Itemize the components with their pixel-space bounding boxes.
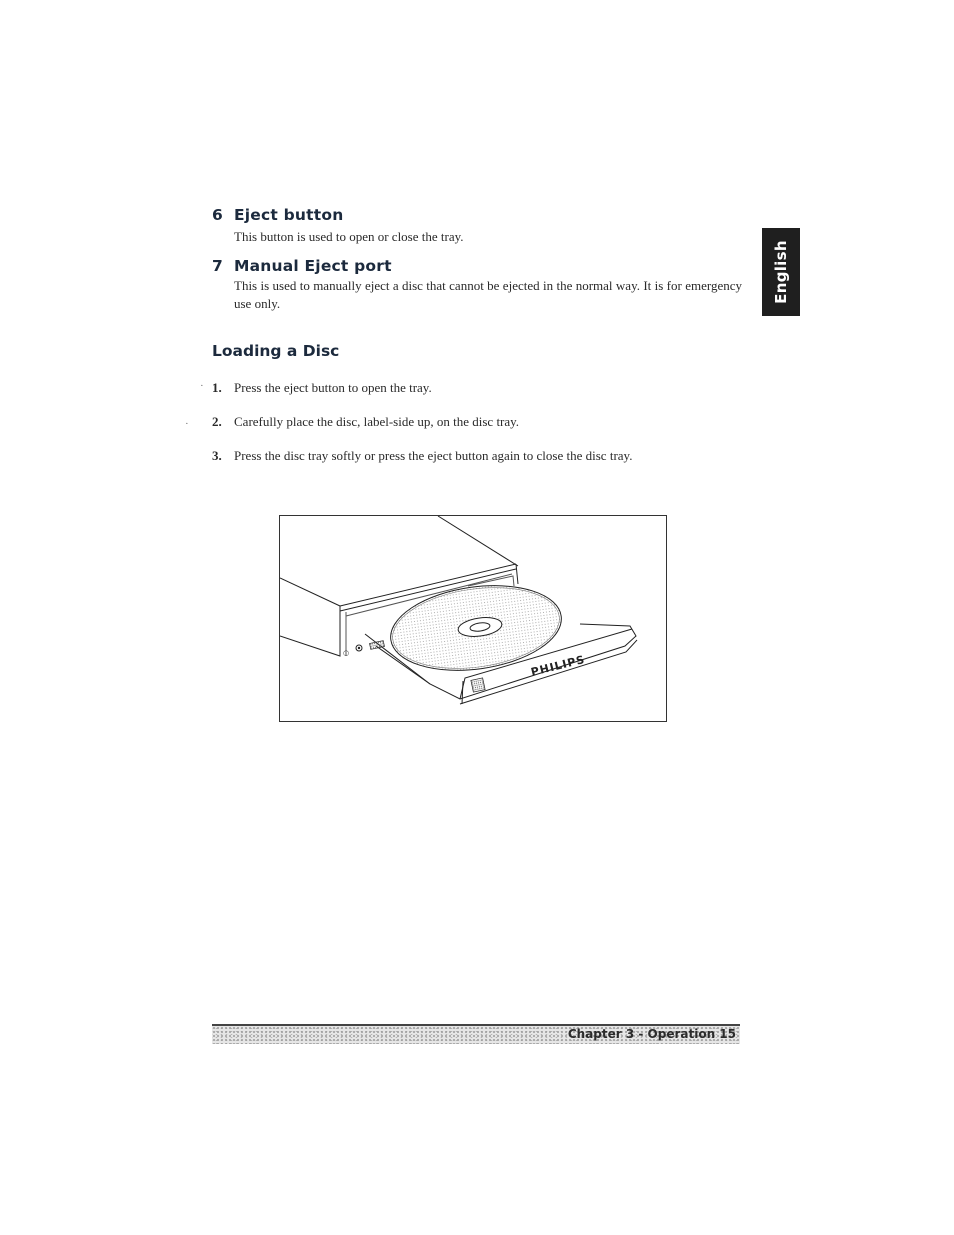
brand-label: PHILIPS xyxy=(529,652,587,679)
section-manual-eject-port xyxy=(212,257,742,313)
language-tab-label: English xyxy=(772,240,790,304)
page-footer xyxy=(212,1024,740,1044)
step-number: 2. xyxy=(212,414,222,429)
footer-chapter-label: Chapter 3 - Operation 15 xyxy=(567,1027,736,1041)
disc-tray-illustration xyxy=(279,515,667,722)
section-heading xyxy=(212,257,742,275)
section-body: This is used to manually eject a disc that cannot be ejected in the normal way. It is for emergency use only. xyxy=(234,278,742,311)
step-text: Press the eject button to open the tray. xyxy=(234,380,432,395)
margin-mark: · xyxy=(200,380,204,392)
section-number: 7 xyxy=(212,257,223,275)
front-controls xyxy=(343,641,384,657)
section-title: Manual Eject port xyxy=(234,257,392,275)
svg-text:○: ○ xyxy=(343,649,350,657)
step-number: 3. xyxy=(212,448,222,463)
step-text: Press the disc tray softly or press the eject button again to close the disc tray. xyxy=(234,448,633,463)
loading-disc-heading: Loading a Disc xyxy=(212,342,340,360)
step-item xyxy=(212,448,742,464)
margin-mark: · xyxy=(185,418,189,430)
step-item xyxy=(212,414,742,430)
step-text: Carefully place the disc, label-side up, on the disc tray. xyxy=(234,414,520,429)
section-heading xyxy=(212,206,742,224)
language-tab xyxy=(762,228,800,316)
section-body: This button is used to open or close the tray. xyxy=(234,229,464,244)
step-item xyxy=(212,380,742,396)
step-number: 1. xyxy=(212,380,222,395)
section-eject-button xyxy=(212,206,742,246)
section-title: Eject button xyxy=(234,206,344,224)
section-number: 6 xyxy=(212,206,223,224)
disc-logo-icon xyxy=(471,678,485,692)
